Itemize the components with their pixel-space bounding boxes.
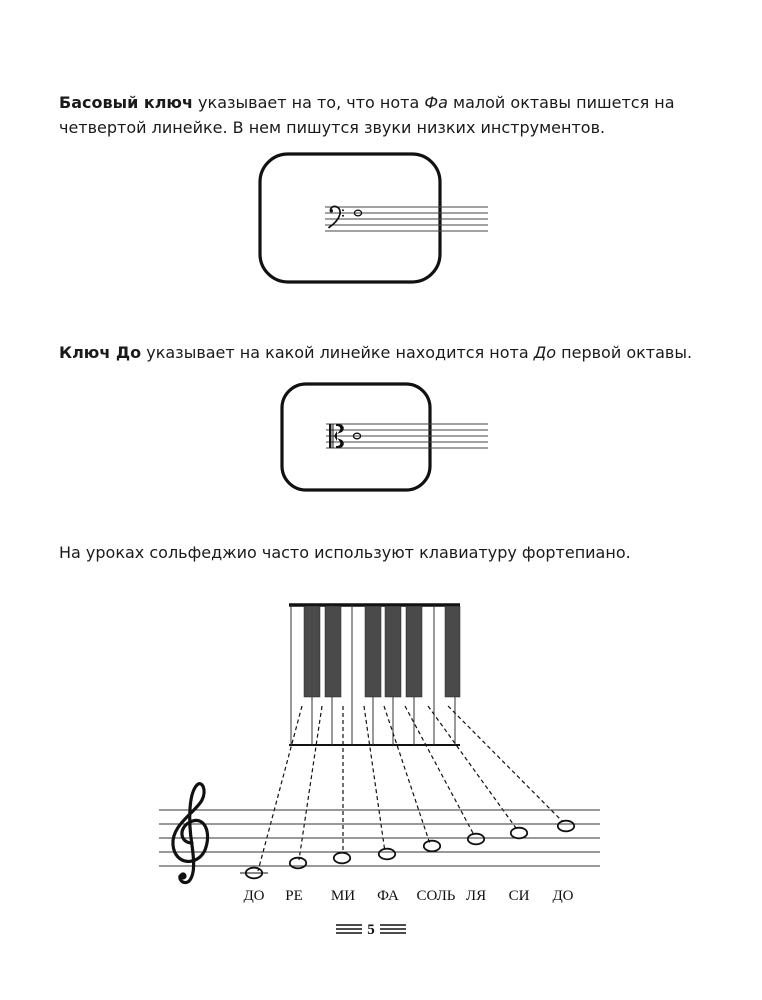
note-sol (424, 841, 440, 852)
keyboard-paragraph: На уроках сольфеджио часто используют клавиатуру фортепиано. (59, 543, 631, 562)
c-clef-frame (282, 384, 430, 490)
bass-clef-note-name: Фа (424, 93, 448, 112)
page-number: 5 (367, 922, 375, 938)
note-label: РЕ (285, 888, 303, 904)
note-re (290, 858, 306, 869)
black-key (365, 606, 381, 697)
page-number-ornament (336, 922, 406, 938)
bass-clef-staff (325, 207, 488, 231)
c-clef-term: Ключ До (59, 343, 142, 362)
bass-clef-icon (329, 206, 344, 227)
key-to-note-connectors (258, 706, 563, 871)
piano-keyboard (289, 605, 460, 745)
note-label: ДО (243, 888, 265, 904)
bass-clef-frame (260, 154, 440, 282)
note-label: СОЛЬ (416, 888, 456, 904)
treble-notes (240, 821, 574, 879)
note-labels (243, 888, 573, 904)
c-clef-staff (326, 424, 488, 448)
note-mi (334, 853, 350, 864)
note-label: МИ (330, 888, 356, 904)
note-fa (379, 849, 395, 860)
c-clef-text-2: первой октавы. (556, 343, 693, 362)
black-key (325, 606, 341, 697)
note-si (511, 828, 527, 839)
note-label: ДО (552, 888, 574, 904)
bass-clef-figure (260, 154, 488, 282)
bass-clef-text-1: указывает на то, что нота (192, 93, 425, 112)
note-label: ФА (377, 888, 399, 904)
bass-clef-term: Басовый ключ (59, 93, 193, 112)
note-label: ЛЯ (465, 888, 487, 904)
treble-clef-icon (173, 784, 208, 883)
c-clef-note-name: До (533, 343, 557, 362)
note-label: СИ (508, 888, 530, 904)
c-clef-text-1: указывает на какой линейке находится нота (141, 343, 534, 362)
c-clef-figure (282, 384, 488, 490)
black-key (385, 606, 401, 697)
note-do-upper (558, 821, 574, 832)
black-key (304, 606, 320, 697)
treble-staff (159, 810, 600, 866)
bass-clef-text-2: малой октавы пишется на четвертой линейке. В нем пишутся звуки низких инструментов. (59, 93, 675, 137)
black-key (406, 606, 422, 697)
black-key (445, 606, 460, 697)
note-la (468, 834, 484, 845)
